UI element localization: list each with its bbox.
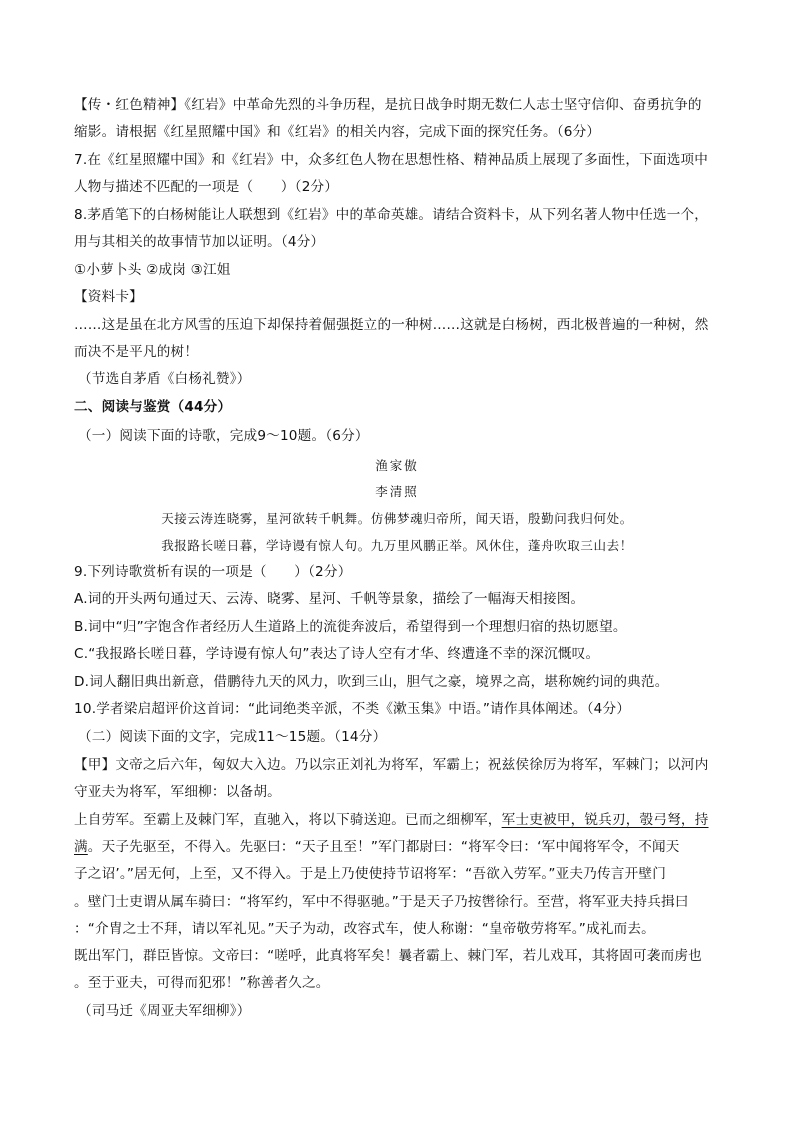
poem-line-2: 我报路长嗟日暮，学诗谩有惊人句。九万里风鹏正举。风休住，蓬舟吹取三山去！ xyxy=(161,538,633,553)
question-9-option-d: D.词人翻旧典出新意，借鹏待九天的风力，吹到三山，胆气之豪，境界之高，堪称婉约词的典范。 xyxy=(74,674,669,690)
classical-text-line xyxy=(74,810,724,830)
question-9-option-c: C.“我报路长嗟日暮，学诗谩有惊人句”表达了诗人空有才华、终遭逢不幸的深沉慨叹。 xyxy=(74,646,600,662)
classical-text-line: 。壁门士吏谓从属车骑曰：“将军约，军中不得驱驰。”于是天子乃按辔徐行。至营，将军亚夫持兵揖曰 xyxy=(74,894,689,910)
classical-text-line: 既出军门，群臣皆惊。文帝曰：“嗟呼，此真将军矣！曩者霸上、棘门军，若儿戏耳，其将固可袭而虏也 xyxy=(74,948,702,964)
question-9-option-b: B.词中“归”字饱含作者经历人生道路上的流徙奔波后，希望得到一个理想归宿的热切愿望。 xyxy=(74,619,627,635)
underlined-passage: 军士吏被甲，锐兵刃，彀弓弩，持 xyxy=(501,812,709,828)
info-card-source: （节选自茅盾《白杨礼赞》） xyxy=(78,371,251,387)
question-7-cont: 人物与描述不匹配的一项是（ ）（2分） xyxy=(74,179,339,195)
poem-line-1: 天接云涛连晓雾，星河欲转千帆舞。仿佛梦魂归帝所，闻天语，殷勤问我归何处。 xyxy=(161,511,633,526)
question-9: 9.下列诗歌赏析有误的一项是（ ）（2分） xyxy=(74,564,352,580)
info-card-heading: 【资料卡】 xyxy=(74,289,143,305)
classical-text-line xyxy=(74,837,724,857)
classical-text-line: 子之诏’。”居无何，上至，又不得入。于是上乃使使持节诏将军：“吾欲入劳军。”亚夫乃传言开壁门 xyxy=(74,866,666,882)
classical-text-line: 。至于亚夫，可得而犯邪！”称善者久之。 xyxy=(74,975,330,991)
info-card-text-cont: 而决不是平凡的树！ xyxy=(74,344,199,360)
classical-text-source: （司马迁《周亚夫军细柳》） xyxy=(78,1003,251,1019)
part-two-heading: 二、阅读与鉴赏（44分） xyxy=(74,399,232,415)
classical-text-line: 守亚夫为将军，军细柳：以备胡。 xyxy=(74,784,281,800)
poem-title: 渔家傲 xyxy=(375,458,419,473)
info-card-text: ……这是虽在北方风雪的压迫下却保持着倔强挺立的一种树……这就是白杨树，西北极普遍的一种树，然 xyxy=(74,317,709,333)
question-7: 7.在《红星照耀中国》和《红岩》中，众多红色人物在思想性格、精神品质上展现了多面性，下面选项中 xyxy=(74,152,709,168)
section-intro-cont: 缩影。请根据《红星照耀中国》和《红岩》的相关内容，完成下面的探究任务。（6分） xyxy=(74,124,601,140)
classical-text-plain: 。天子先驱至，不得入。先驱曰：“天子且至！”军门都尉曰：“将军令曰：‘军中闻将军令，不闻天 xyxy=(87,839,680,855)
classical-section-heading: （二）阅读下面的文字，完成11～15题。（14分） xyxy=(78,729,387,745)
classical-text-plain: 上自劳军。至霸上及棘门军，直驰入，将以下骑送迎。已而之细柳军， xyxy=(74,812,502,828)
poem-author: 李清照 xyxy=(375,484,419,499)
question-8-options: ①小萝卜头 ②成岗 ③江姐 xyxy=(74,262,231,278)
classical-text-line: 【甲】文帝之后六年，匈奴大入边。乃以宗正刘礼为将军，军霸上；祝兹侯徐厉为将军，军棘门；以河内 xyxy=(74,757,709,773)
classical-text-line: ：“介胄之士不拜，请以军礼见。”天子为动，改容式车，使人称谢：“皇帝敬劳将军。”成礼而去。 xyxy=(74,921,655,937)
poem-section-heading: （一）阅读下面的诗歌，完成9～10题。（6分） xyxy=(78,428,369,444)
question-9-option-a: A.词的开头两句通过天、云涛、晓雾、星河、千帆等景象，描绘了一幅海天相接图。 xyxy=(74,591,585,607)
question-8: 8.茅盾笔下的白杨树能让人联想到《红岩》中的革命英雄。请结合资料卡，从下列名著人物中任选一个， xyxy=(74,207,709,223)
underlined-passage-end: 满 xyxy=(74,839,88,855)
question-10: 10.学者梁启超评价这首词：“此词绝类辛派，不类《漱玉集》中语。”请作具体阐述。（4分） xyxy=(74,701,631,717)
question-8-cont: 用与其相关的故事情节加以证明。（4分） xyxy=(74,234,325,250)
section-intro: 【传・红色精神】《红岩》中革命先烈的斗争历程，是抗日战争时期无数仁人志士坚守信仰、奋勇抗争的 xyxy=(74,97,702,113)
